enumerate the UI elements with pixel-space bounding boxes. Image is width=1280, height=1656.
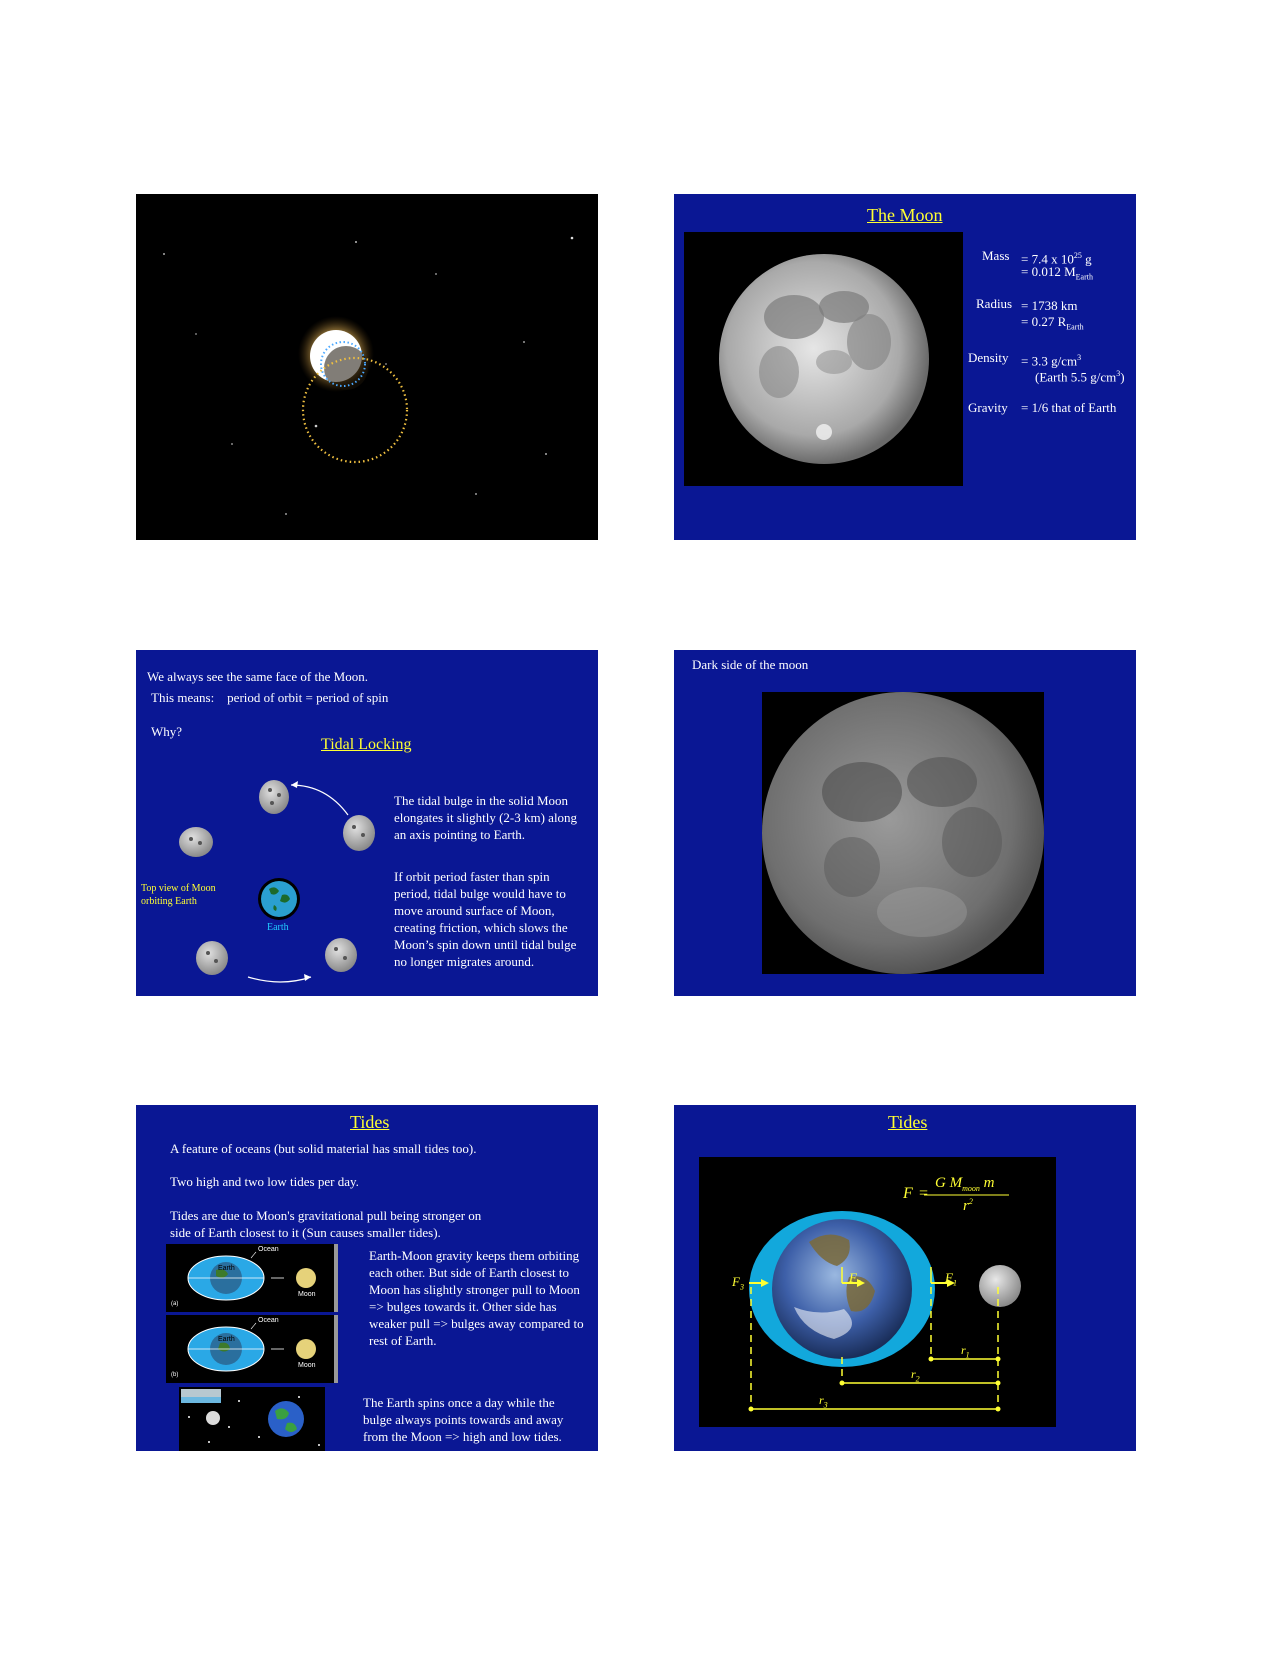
- arrowhead: [304, 974, 311, 981]
- slide-eclipse: [136, 194, 598, 540]
- slide-title: The Moon: [867, 205, 943, 225]
- earth-label: Earth: [218, 1265, 235, 1272]
- radius-value-1: = 1738 km: [1021, 298, 1078, 313]
- slide-the-moon: [674, 194, 1136, 540]
- formula-F: F: [903, 1185, 913, 1202]
- why-text: Why?: [151, 724, 183, 739]
- tide-diagram-a: [166, 1244, 338, 1312]
- gravity-paragraph: Earth-Moon gravity keeps them orbiting each other. But side of Earth closest to Moon has slightly stronger pull to Moon => bulges towards it. Other side has weaker pull => bulges away compared to rest of Earth.: [369, 1248, 584, 1348]
- earth-label: Earth: [218, 1336, 235, 1343]
- moon-label: Moon: [298, 1291, 316, 1298]
- orbit-period-paragraph: If orbit period faster than spin period, tidal bulge would have to move around surface of Moon, creating friction, which slows the Moon’s spin down until tidal bulge no longer migrates around.: [394, 869, 577, 969]
- density-label: Density: [968, 350, 1009, 365]
- ocean-label: Ocean: [258, 1317, 279, 1324]
- arrowhead: [291, 781, 298, 788]
- spin-paragraph: The Earth spins once a day while the bulge always points towards and away from the Moon => high and low tides.: [363, 1395, 564, 1444]
- distance-label-3: $r_3$: [819, 1393, 828, 1410]
- tides-line-2: Two high and two low tides per day.: [170, 1174, 359, 1189]
- ocean-label: Ocean: [258, 1246, 279, 1253]
- formula-denominator: $r^2$: [963, 1197, 973, 1214]
- orbit-diagram: [136, 765, 376, 995]
- tides-line-3a: Tides are due to Moon's gravitational pull being stronger on: [170, 1208, 482, 1223]
- force-label-2: $F_2$: [849, 1270, 861, 1288]
- slide-caption: Dark side of the moon: [692, 657, 809, 672]
- slide-title: Tides: [350, 1112, 390, 1132]
- caption-line-2: orbiting Earth: [141, 896, 197, 907]
- moon-icon: [343, 815, 375, 851]
- orbit-arrow: [248, 977, 311, 982]
- tides-line-3b: side of Earth closest to it (Sun causes smaller tides).: [170, 1225, 441, 1240]
- formula-numerator: G $M_{moon}$ m: [935, 1175, 995, 1193]
- intro-line-2: This means: period of orbit = period of spin: [151, 690, 389, 705]
- slide-tidal-locking: [136, 650, 598, 996]
- earth-icon: [258, 878, 300, 920]
- formula-equals: =: [919, 1185, 929, 1202]
- earth-label: Earth: [267, 922, 289, 933]
- distance-label-1: $r_1$: [961, 1343, 970, 1360]
- tidal-force-diagram: [699, 1157, 1056, 1427]
- far-side-moon-photo: [762, 692, 1044, 974]
- density-value-1: = 3.3 $g/cm^3$: [1021, 353, 1082, 369]
- eclipse-image: [136, 194, 598, 540]
- radius-value-2: = 0.27 $R_{Earth}$: [1021, 314, 1084, 332]
- gravity-label: Gravity: [968, 400, 1008, 415]
- slide-dark-side: [674, 650, 1136, 996]
- slide-tides-text: [136, 1105, 598, 1451]
- moon-icon: [179, 827, 213, 857]
- mass-value-2: = 0.012 $M_{Earth}$: [1021, 264, 1093, 282]
- mass-value-1: = 7.4 x $10^{25}$ g: [1021, 251, 1092, 267]
- tides-line-1: A feature of oceans (but solid material has small tides too).: [170, 1141, 477, 1156]
- slide-title: Tidal Locking: [321, 736, 412, 753]
- slide-title: Tides: [888, 1112, 928, 1132]
- moon-icon: [325, 938, 357, 972]
- slide-tides-diagram: [674, 1105, 1136, 1451]
- earth-moon-animation-still: [179, 1387, 325, 1451]
- distance-label-2: $r_2$: [911, 1367, 920, 1384]
- force-label-3: $F_3$: [732, 1274, 744, 1292]
- tidal-bulge-paragraph: The tidal bulge in the solid Moon elongates it slightly (2-3 km) along an axis pointing to Earth.: [394, 793, 578, 842]
- force-label-1: $F_1$: [945, 1270, 957, 1288]
- moon-label: Moon: [298, 1362, 316, 1369]
- moon-icon: [259, 780, 289, 814]
- diagram-tag: (b): [171, 1372, 179, 1378]
- diagram-tag: (a): [171, 1301, 179, 1307]
- moon-globe: [979, 1265, 1021, 1307]
- moon-icon: [196, 941, 228, 975]
- density-value-2: (Earth 5.5 $g/cm^3$): [1035, 369, 1125, 385]
- radius-label: Radius: [976, 296, 1013, 311]
- mass-label: Mass: [982, 248, 1010, 263]
- moon-photo: [684, 232, 963, 486]
- intro-line-1: We always see the same face of the Moon.: [147, 669, 368, 684]
- caption-line-1: Top view of Moon: [141, 883, 216, 894]
- gravity-value: = 1/6 that of Earth: [1021, 400, 1117, 415]
- tide-diagram-b: [166, 1315, 338, 1383]
- orbit-arrow: [291, 785, 348, 815]
